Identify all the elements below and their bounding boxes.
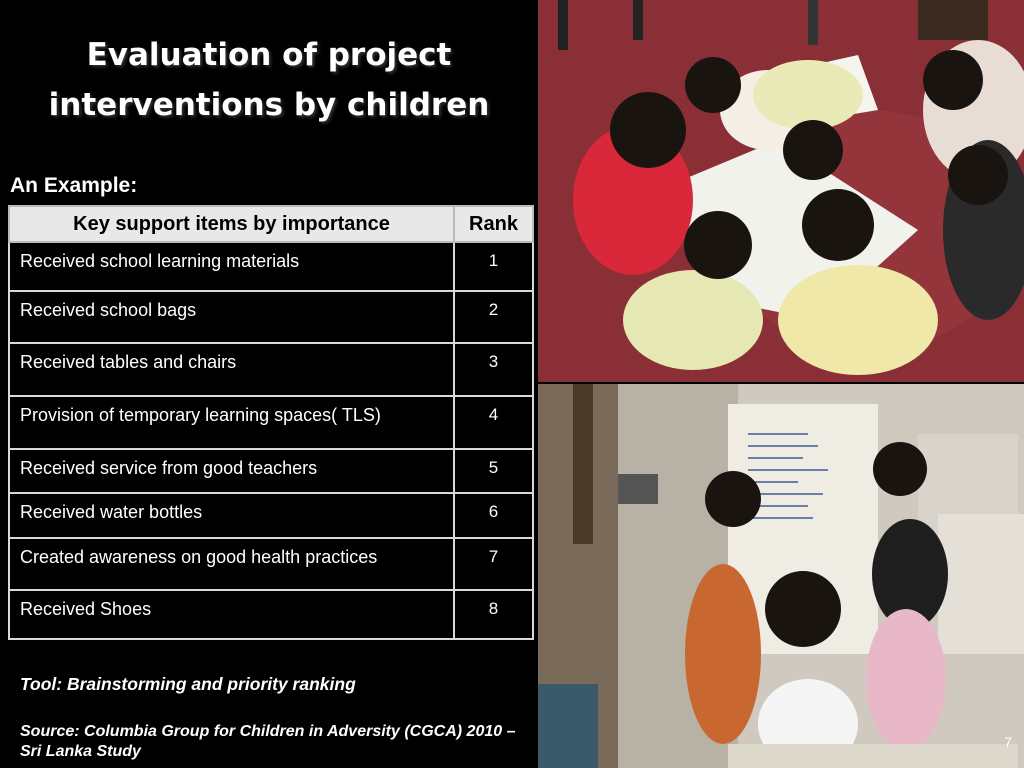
item-cell: Received service from good teachers [9,449,454,493]
table-header-row [9,206,533,242]
rank-cell: 7 [454,538,533,590]
table-row [9,343,533,396]
rank-cell: 2 [454,291,533,343]
table-row [9,493,533,538]
table-row [9,538,533,590]
table-row [9,291,533,343]
source-caption: Source: Columbia Group for Children in Adversity (CGCA) 2010 – Sri Lanka Study [20,723,516,760]
floor-photo-art [538,0,1024,382]
rank-cell: 8 [454,590,533,639]
item-cell: Received water bottles [9,493,454,538]
wall-photo-art [538,384,1024,768]
table-row [9,396,533,449]
table-row [9,590,533,639]
table-row [9,242,533,291]
header-rank: Rank [454,206,533,242]
header-support-items: Key support items by importance [9,206,454,242]
rank-cell: 6 [454,493,533,538]
tool-caption: Tool: Brainstorming and priority ranking [20,674,356,694]
rank-cell: 4 [454,396,533,449]
children-writing-on-wall-chart-photo [538,384,1024,768]
item-cell: Received tables and chairs [9,343,454,396]
item-cell: Created awareness on good health practices [9,538,454,590]
slide-subtitle: An Example: [10,174,138,197]
item-cell: Provision of temporary learning spaces( TLS) [9,396,454,449]
slide-title: Evaluation of project interventions by children [48,37,490,123]
item-cell: Received Shoes [9,590,454,639]
children-ranking-on-floor-photo [538,0,1024,382]
table-row [9,449,533,493]
item-cell: Received school bags [9,291,454,343]
rank-cell: 3 [454,343,533,396]
rank-cell: 1 [454,242,533,291]
rank-cell: 5 [454,449,533,493]
ranking-table [8,205,534,640]
page-number: 7 [1004,734,1012,750]
item-cell: Received school learning materials [9,242,454,291]
